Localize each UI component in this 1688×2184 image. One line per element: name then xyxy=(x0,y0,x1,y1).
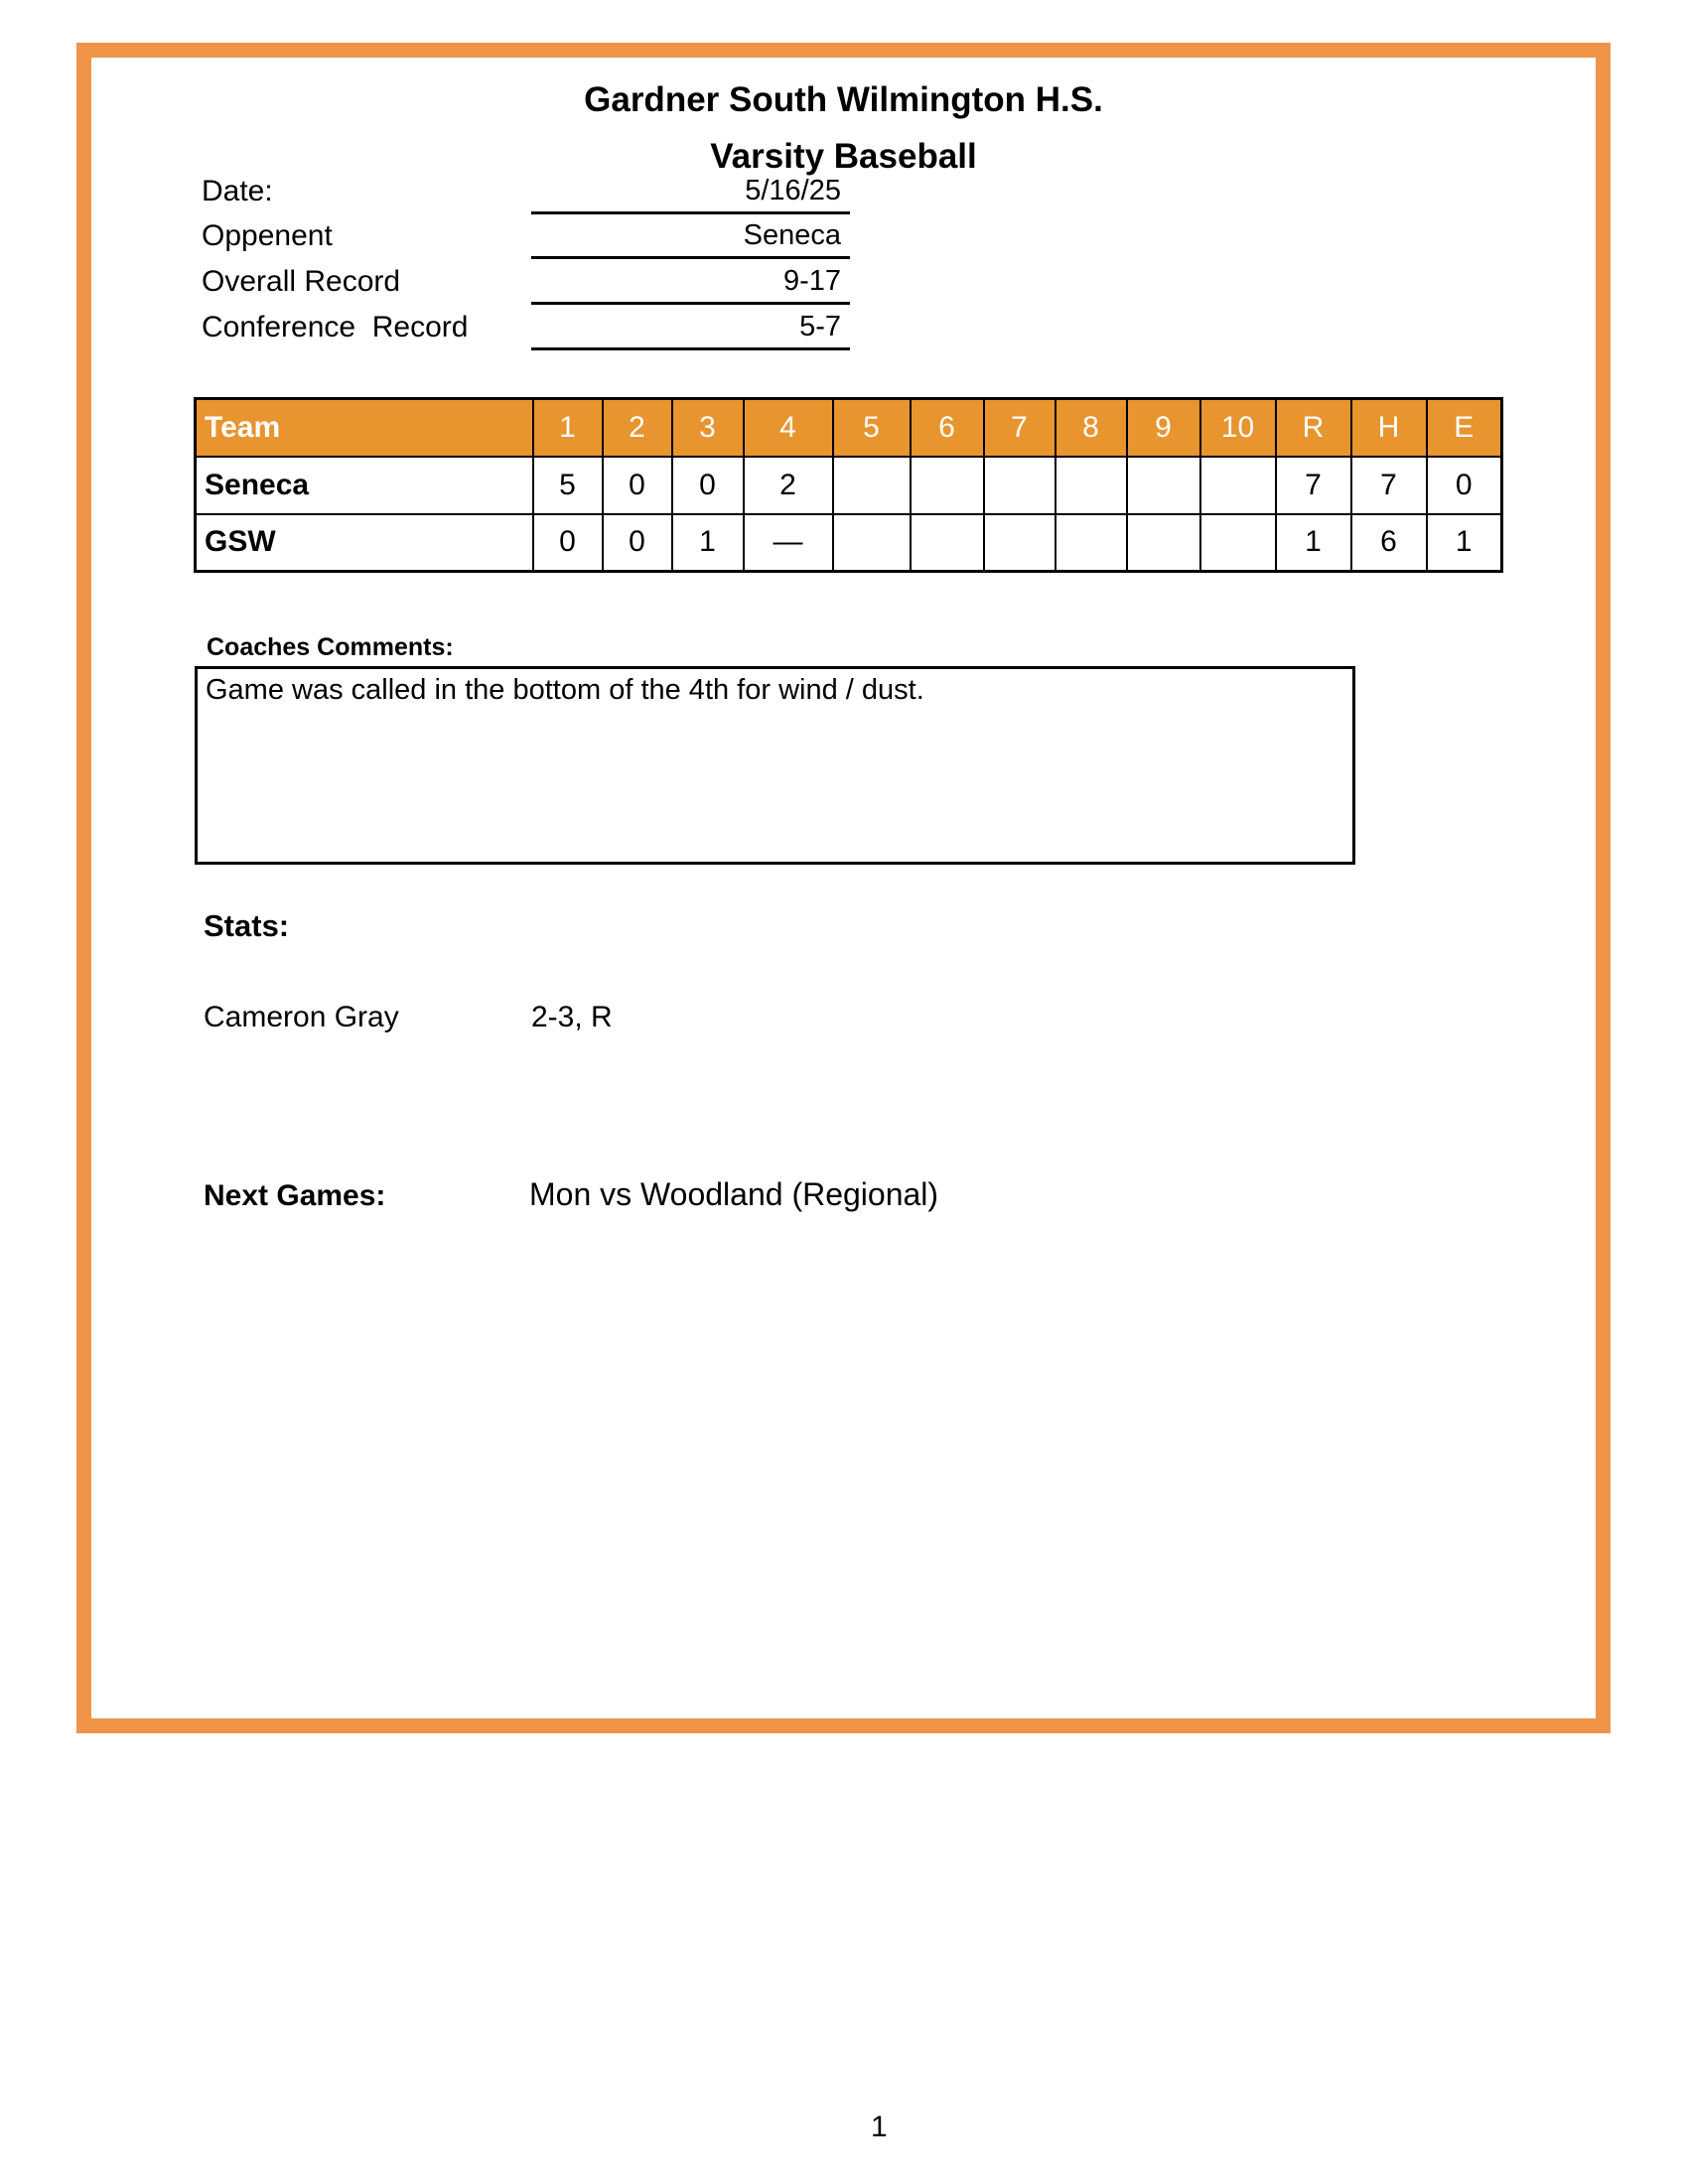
inning-score-cell xyxy=(833,457,911,514)
coaches-comments-label: Coaches Comments: xyxy=(207,633,454,661)
page-number: 1 xyxy=(871,2111,888,2143)
hits-header: H xyxy=(1351,399,1427,457)
errors-cell: 0 xyxy=(1427,457,1502,514)
inning-score-cell xyxy=(911,514,984,572)
school-name: Gardner South Wilmington H.S. xyxy=(584,80,1103,119)
inning-5-header: 5 xyxy=(833,399,911,457)
info-row-overall-record xyxy=(202,259,857,305)
team-name-cell: Seneca xyxy=(196,457,533,514)
errors-cell: 1 xyxy=(1427,514,1502,572)
conference-record-value: 5-7 xyxy=(531,306,850,350)
inning-score-cell xyxy=(1127,514,1200,572)
conference-record-label: Conference Record xyxy=(202,310,469,343)
stats-heading: Stats: xyxy=(204,908,290,943)
errors-header: E xyxy=(1427,399,1502,457)
overall-record-value: 9-17 xyxy=(531,260,850,305)
inning-score-cell: 0 xyxy=(672,457,744,514)
inning-score-cell xyxy=(911,457,984,514)
report-header xyxy=(91,71,1596,185)
info-row-opponent xyxy=(202,214,857,260)
runs-cell: 7 xyxy=(1276,457,1351,514)
inning-score-cell xyxy=(1055,514,1127,572)
coaches-comments-box xyxy=(195,666,1355,865)
inning-score-cell xyxy=(984,514,1055,572)
inning-3-header: 3 xyxy=(672,399,744,457)
inning-score-cell xyxy=(1055,457,1127,514)
inning-score-cell xyxy=(1200,514,1276,572)
inning-1-header: 1 xyxy=(533,399,603,457)
next-games-value: Mon vs Woodland (Regional) xyxy=(529,1176,939,1212)
game-info-section xyxy=(202,169,857,350)
next-games-label: Next Games: xyxy=(204,1179,386,1212)
inning-6-header: 6 xyxy=(911,399,984,457)
inning-score-cell xyxy=(984,457,1055,514)
opponent-value: Seneca xyxy=(531,214,850,259)
stat-player-line: 2-3, R xyxy=(531,1001,613,1033)
runs-cell: 1 xyxy=(1276,514,1351,572)
inning-7-header: 7 xyxy=(984,399,1055,457)
date-value: 5/16/25 xyxy=(531,170,850,214)
hits-cell: 7 xyxy=(1351,457,1427,514)
table-row-gsw xyxy=(196,514,1502,572)
hits-cell: 6 xyxy=(1351,514,1427,572)
table-row-seneca xyxy=(196,457,1502,514)
inning-score-cell: 0 xyxy=(603,457,672,514)
inning-score-cell: 2 xyxy=(744,457,833,514)
date-label: Date: xyxy=(202,174,273,207)
inning-score-cell xyxy=(833,514,911,572)
inning-score-cell: 5 xyxy=(533,457,603,514)
inning-score-cell: 1 xyxy=(672,514,744,572)
team-header-cell: Team xyxy=(196,399,533,457)
info-row-date xyxy=(202,169,857,214)
inning-score-cell: 0 xyxy=(533,514,603,572)
score-header-row xyxy=(196,399,1502,457)
inning-score-cell: 0 xyxy=(603,514,672,572)
inning-score-cell xyxy=(1200,457,1276,514)
line-score-table xyxy=(194,397,1503,573)
overall-record-label: Overall Record xyxy=(202,265,401,299)
inning-score-cell xyxy=(1127,457,1200,514)
inning-4-header: 4 xyxy=(744,399,833,457)
inning-8-header: 8 xyxy=(1055,399,1127,457)
coaches-comments-text: Game was called in the bottom of the 4th for wind / dust. xyxy=(206,674,924,706)
inning-score-cell: — xyxy=(744,514,833,572)
info-row-conference-record xyxy=(202,305,857,350)
team-name-cell: GSW xyxy=(196,514,533,572)
stat-player-name: Cameron Gray xyxy=(204,1001,399,1033)
opponent-label: Oppenent xyxy=(202,219,333,253)
inning-9-header: 9 xyxy=(1127,399,1200,457)
runs-header: R xyxy=(1276,399,1351,457)
inning-10-header: 10 xyxy=(1200,399,1276,457)
inning-2-header: 2 xyxy=(603,399,672,457)
report-subtitle: Varsity Baseball xyxy=(710,137,977,176)
